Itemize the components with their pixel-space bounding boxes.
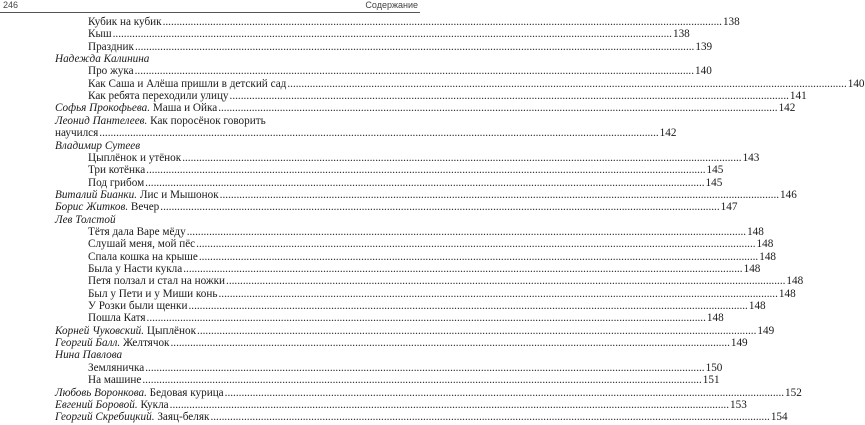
toc-page-number: 147: [720, 201, 738, 214]
toc-page-number: 142: [659, 127, 677, 140]
toc-leader-dots: ........................................................................................................................................................................................................: [218, 102, 778, 115]
header-rule: [0, 12, 420, 13]
toc-leader-dots: ........................................................................................................................................................................................................: [186, 225, 747, 238]
toc-entry-title: У Розки были щенки: [88, 300, 188, 313]
toc-entry: [0, 336, 748, 351]
toc-leader-dots: ........................................................................................................................................................................................................: [160, 201, 720, 214]
toc-page-number: 153: [730, 398, 747, 411]
toc-leader-dots: ........................................................................................................................................................................................................: [197, 324, 757, 337]
toc-page-number: 145: [706, 164, 724, 177]
toc-author-heading: Лев Толстой: [55, 213, 116, 226]
toc-leader-dots: ........................................................................................................................................................................................................: [218, 287, 778, 300]
toc-page-number: 140: [695, 65, 712, 78]
toc-leader-dots: ........................................................................................................................................................................................................: [145, 176, 705, 189]
toc-entry-title: Как ребята переходили улицу: [88, 90, 229, 103]
toc-entry-story: Цыплёнок: [144, 324, 197, 337]
toc-entry-title: Земляничка: [88, 361, 145, 374]
toc-entry-title: Была у Насти кукла: [88, 263, 183, 275]
toc-page-number: 148: [756, 238, 774, 251]
toc-author-heading: Владимир Сутеев: [55, 139, 141, 152]
toc-page-number: 145: [705, 176, 723, 189]
toc-entry-title: Три котёнка: [88, 164, 146, 177]
toc-entry-author: Борис Житков.: [55, 201, 129, 214]
toc-page-number: 149: [757, 324, 775, 337]
toc-entry-title: Слушай меня, мой пёс: [88, 238, 196, 251]
toc-page-number: 146: [780, 188, 797, 201]
toc-leader-dots: ........................................................................................................................................................................................................: [146, 312, 706, 325]
toc-entry-author: Любовь Воронкова.: [55, 386, 147, 399]
toc-entry-title: Пошла Катя: [88, 312, 146, 325]
toc-entry-author: Виталий Бианки.: [55, 188, 138, 201]
toc-page-number: 139: [695, 40, 713, 53]
toc-page-number: 148: [786, 275, 804, 288]
toc-page-number: 154: [770, 411, 788, 424]
toc-entry-title: Как поросёнок говорить: [147, 114, 266, 127]
toc-page-number: 150: [705, 361, 723, 374]
toc-page-number: 141: [789, 90, 807, 103]
toc-leader-dots: ........................................................................................................................................................................................................: [162, 16, 722, 28]
toc-entry-title: Под грибом: [88, 176, 145, 189]
toc-entry-story: Кукла: [137, 398, 169, 411]
toc-page-number: 148: [743, 263, 761, 275]
toc-entry-title: Цыплёнок и утёнок: [88, 151, 182, 164]
toc-entry-author: Евгений Боровой.: [55, 398, 138, 411]
toc-leader-dots: ........................................................................................................................................................................................................: [219, 188, 780, 201]
toc-leader-dots: ........................................................................................................................................................................................................: [99, 127, 659, 140]
toc-leader-dots: ........................................................................................................................................................................................................: [170, 337, 730, 350]
toc-page-number: 143: [742, 151, 760, 164]
toc-entry-story: Бедовая курица: [146, 386, 224, 399]
toc-entry-author: Леонид Пантелеев.: [55, 114, 148, 127]
toc-leader-dots: ........................................................................................................................................................................................................: [145, 361, 705, 374]
toc-leader-dots: ........................................................................................................................................................................................................: [210, 411, 770, 424]
toc-entry-author: Георгий Скребицкий.: [55, 411, 155, 424]
toc-page-number: 138: [722, 16, 740, 28]
toc-entry-author: Корней Чуковский.: [55, 324, 145, 337]
toc-entry-title: Про жука: [88, 65, 134, 78]
toc-entry-title: Петя ползал и стал на ножки: [88, 275, 226, 288]
toc-entry-author: Георгий Балл.: [55, 337, 121, 350]
toc-leader-dots: ........................................................................................................................................................................................................: [183, 263, 743, 275]
toc-entry-title: Был у Пети и у Миши конь: [88, 287, 218, 300]
toc-entry-title: Кыш: [88, 28, 112, 41]
toc-entry-story: Вечер: [128, 201, 160, 214]
toc-page-number: 140: [847, 77, 865, 90]
toc-entry-story: Лис и Мышонок: [137, 188, 219, 201]
section-title: Содержание: [365, 0, 418, 10]
toc-entry-story: Маша и Ойка: [150, 102, 218, 115]
page-header: [0, 0, 420, 12]
toc-entry-story: научился: [55, 127, 99, 140]
toc-page-number: 148: [747, 225, 764, 238]
toc-leader-dots: ........................................................................................................................................................................................................: [182, 151, 742, 164]
toc-entry-title: Как Саша и Алёша пришли в детский сад: [88, 77, 287, 90]
toc-leader-dots: ........................................................................................................................................................................................................: [226, 275, 786, 288]
toc-entry-title: На машине: [88, 374, 142, 387]
toc-page-number: 148: [748, 300, 766, 313]
toc-leader-dots: ........................................................................................................................................................................................................: [142, 374, 702, 387]
toc-entry: [0, 200, 738, 215]
toc-entry: [0, 40, 713, 55]
toc-entry-title: Праздник: [88, 40, 134, 53]
toc-leader-dots: ........................................................................................................................................................................................................: [112, 28, 672, 41]
page-number: 246: [3, 0, 19, 10]
toc-leader-dots: ........................................................................................................................................................................................................: [134, 65, 694, 78]
toc-author-heading: Надежда Калинина: [55, 53, 150, 66]
toc-entry-line: [55, 410, 788, 425]
toc-entry-title: Тётя дала Варе мёду: [88, 225, 186, 238]
toc-entry-story: Желтячок: [120, 337, 170, 350]
toc-leader-dots: ........................................................................................................................................................................................................: [196, 238, 756, 251]
toc-leader-dots: ........................................................................................................................................................................................................: [134, 40, 695, 53]
toc-page-number: 152: [785, 386, 802, 399]
toc-entry-story: Заяц-беляк: [154, 411, 210, 424]
toc-page-number: 151: [702, 374, 720, 387]
toc-page-number: 142: [778, 102, 796, 115]
toc-entry-author: Софья Прокофьева.: [55, 102, 151, 115]
toc-page-number: 148: [778, 287, 796, 300]
toc-leader-dots: ........................................................................................................................................................................................................: [169, 398, 730, 411]
toc-leader-dots: ........................................................................................................................................................................................................: [146, 164, 706, 177]
toc-leader-dots: ........................................................................................................................................................................................................: [287, 77, 847, 90]
toc-entry: [0, 410, 788, 425]
toc-page-number: 148: [759, 250, 776, 263]
toc-entry-title: [55, 410, 209, 425]
toc-entry: [0, 114, 677, 140]
toc-page-number: 138: [672, 28, 690, 41]
toc-leader-dots: ........................................................................................................................................................................................................: [198, 250, 759, 263]
toc-entry-title: Спала кошка на крыше: [88, 250, 198, 263]
toc-page-number: 149: [730, 337, 748, 350]
toc-leader-dots: ........................................................................................................................................................................................................: [229, 90, 789, 103]
toc-author-heading: Нина Павлова: [55, 349, 123, 362]
toc-leader-dots: ........................................................................................................................................................................................................: [224, 386, 785, 399]
toc-entry-title: Кубик на кубик: [88, 16, 162, 28]
toc-leader-dots: ........................................................................................................................................................................................................: [188, 300, 748, 313]
toc-page-number: 148: [706, 312, 724, 325]
